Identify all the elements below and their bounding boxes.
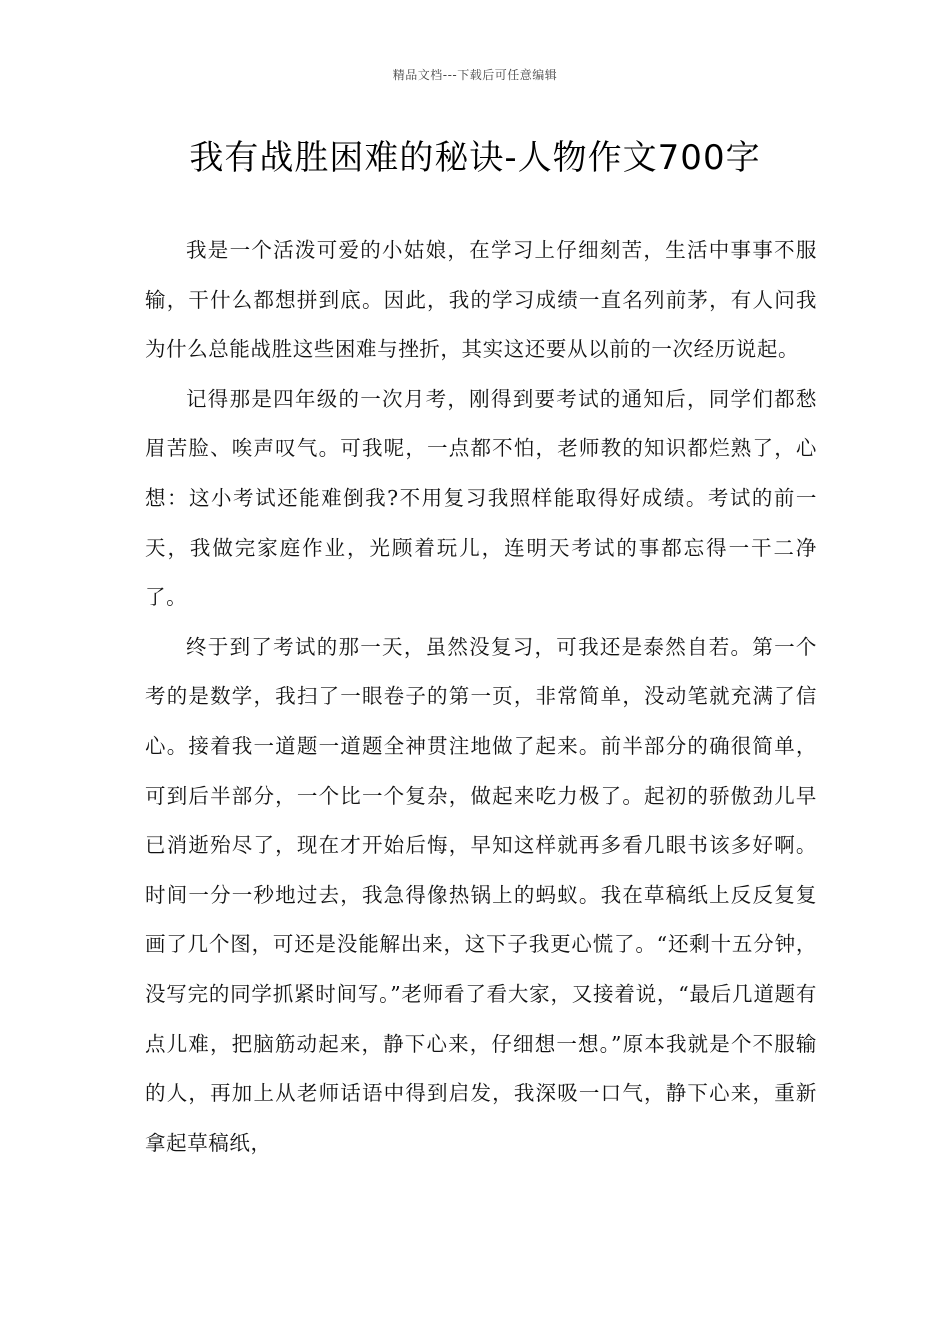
document-title: 我有战胜困难的秘诀-人物作文700字 bbox=[189, 138, 761, 178]
paragraph-3: 终于到了考试的那一天，虽然没复习，可我还是泰然自若。第一个考的是数学，我扫了一眼卷子的第一页，非常简单，没动笔就充满了信心。接着我一道题一道题全神贯注地做了起来。前半部分的确很简单，可到后半部分，一个比一个复杂，做起来吃力极了。起初的骄傲劲儿早已消逝殆尽了，现在才开始后悔，早知这样就再多看几眼书该多好啊。时间一分一秒地过去，我急得像热锅上的蚂蚁。我在草稿纸上反反复复画了几个图，可还是没能解出来，这下子我更心慌了。“还剩十五分钟，没写完的同学抓紧时间写。”老师看了看大家，又接着说，“最后几道题有点儿难，把脑筋动起来，静下心来，仔细想一想。”原本我就是个不服输的人，再加上从老师话语中得到启发，我深吸一口气，静下心来，重新拿起草稿纸， bbox=[145, 634, 817, 1155]
page-header: 精品文档---下载后可任意编辑 bbox=[392, 68, 558, 82]
paragraph-1: 我是一个活泼可爱的小姑娘，在学习上仔细刻苦，生活中事事不服输，干什么都想拼到底。因此，我的学习成绩一直名列前茅，有人问我为什么总能战胜这些困难与挫折，其实这还要从以前的一次经历说起。 bbox=[145, 238, 817, 362]
document-body bbox=[145, 226, 817, 1168]
paragraph-2: 记得那是四年级的一次月考，刚得到要考试的通知后，同学们都愁眉苦脸、唉声叹气。可我呢，一点都不怕，老师教的知识都烂熟了，心想：这小考试还能难倒我?不用复习我照样能取得好成绩。考试的前一天，我做完家庭作业，光顾着玩儿，连明天考试的事都忘得一干二净了。 bbox=[145, 386, 817, 610]
